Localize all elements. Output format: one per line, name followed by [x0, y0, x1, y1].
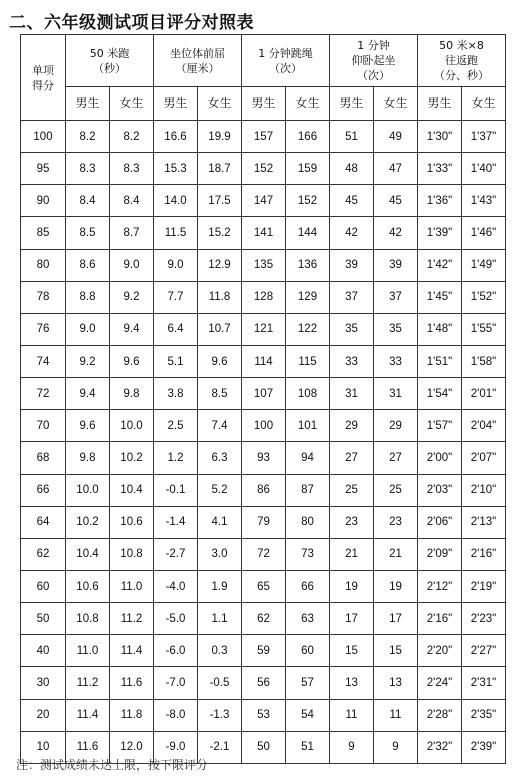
table-row	[21, 699, 506, 731]
value-cell: 10.0	[110, 410, 154, 442]
group-header-label: 坐位体前屈 （厘米）	[170, 46, 225, 75]
value-cell: -7.0	[154, 667, 198, 699]
value-cell: 11	[374, 699, 418, 731]
value-cell: 129	[286, 281, 330, 313]
value-cell: 8.8	[66, 281, 110, 313]
value-cell: 11.5	[154, 217, 198, 249]
value-cell: 2'16"	[418, 603, 462, 635]
value-cell: 147	[242, 185, 286, 217]
value-cell: 9.6	[110, 345, 154, 377]
score-cell: 72	[21, 378, 66, 410]
value-cell: 10.4	[66, 538, 110, 570]
table-row	[21, 345, 506, 377]
score-header-label: 单项 得分	[32, 63, 54, 92]
value-cell: 108	[286, 378, 330, 410]
value-cell: 1'52"	[462, 281, 506, 313]
value-cell: 8.6	[66, 249, 110, 281]
table-row	[21, 313, 506, 345]
value-cell: 45	[330, 185, 374, 217]
value-cell: 1'48"	[418, 313, 462, 345]
value-cell: 51	[286, 731, 330, 763]
value-cell: 1'40"	[462, 153, 506, 185]
value-cell: 2'39"	[462, 731, 506, 763]
value-cell: 1.1	[198, 603, 242, 635]
value-cell: 11.8	[110, 699, 154, 731]
score-cell: 100	[21, 121, 66, 153]
table-row	[21, 121, 506, 153]
value-cell: 1'30"	[418, 121, 462, 153]
value-cell: 23	[374, 506, 418, 538]
value-cell: 3.8	[154, 378, 198, 410]
group-header-shuttle-run	[418, 35, 506, 87]
value-cell: 53	[242, 699, 286, 731]
value-cell: 9	[374, 731, 418, 763]
value-cell: 10.2	[66, 506, 110, 538]
score-cell: 80	[21, 249, 66, 281]
value-cell: 11.2	[66, 667, 110, 699]
value-cell: 9.6	[66, 410, 110, 442]
value-cell: 2'04"	[462, 410, 506, 442]
table-row	[21, 506, 506, 538]
score-cell: 30	[21, 667, 66, 699]
value-cell: 94	[286, 442, 330, 474]
value-cell: 2'32"	[418, 731, 462, 763]
female-header: 女生	[110, 87, 154, 121]
value-cell: 33	[330, 345, 374, 377]
value-cell: 1'58"	[462, 345, 506, 377]
value-cell: 12.0	[110, 731, 154, 763]
value-cell: -0.5	[198, 667, 242, 699]
score-cell: 95	[21, 153, 66, 185]
value-cell: 59	[242, 635, 286, 667]
group-header-50m-run	[66, 35, 154, 87]
value-cell: 7.4	[198, 410, 242, 442]
value-cell: 144	[286, 217, 330, 249]
value-cell: 10.6	[110, 506, 154, 538]
value-cell: 8.2	[66, 121, 110, 153]
group-header-sit-ups	[330, 35, 418, 87]
value-cell: -0.1	[154, 474, 198, 506]
value-cell: 4.1	[198, 506, 242, 538]
value-cell: 93	[242, 442, 286, 474]
value-cell: 9.4	[66, 378, 110, 410]
value-cell: 1'57"	[418, 410, 462, 442]
value-cell: 2'12"	[418, 570, 462, 602]
value-cell: 13	[374, 667, 418, 699]
group-header-label: 1 分钟跳绳 （次）	[258, 46, 313, 75]
value-cell: -9.0	[154, 731, 198, 763]
value-cell: 2'09"	[418, 538, 462, 570]
value-cell: 80	[286, 506, 330, 538]
value-cell: 21	[330, 538, 374, 570]
value-cell: 9.2	[110, 281, 154, 313]
value-cell: 9	[330, 731, 374, 763]
value-cell: 2'24"	[418, 667, 462, 699]
value-cell: 11.6	[66, 731, 110, 763]
table-row	[21, 281, 506, 313]
value-cell: 11.2	[110, 603, 154, 635]
male-header: 男生	[154, 87, 198, 121]
value-cell: -4.0	[154, 570, 198, 602]
female-header: 女生	[374, 87, 418, 121]
value-cell: 114	[242, 345, 286, 377]
group-header-sit-and-reach	[154, 35, 242, 87]
group-header-label: 1 分钟 仰卧起坐 （次）	[351, 39, 396, 82]
value-cell: 9.0	[154, 249, 198, 281]
value-cell: 2'27"	[462, 635, 506, 667]
value-cell: 87	[286, 474, 330, 506]
score-cell: 74	[21, 345, 66, 377]
value-cell: 11.0	[66, 635, 110, 667]
value-cell: 29	[330, 410, 374, 442]
value-cell: 10.6	[66, 570, 110, 602]
table-row	[21, 538, 506, 570]
value-cell: 2'03"	[418, 474, 462, 506]
value-cell: -5.0	[154, 603, 198, 635]
value-cell: 10.2	[110, 442, 154, 474]
value-cell: 33	[374, 345, 418, 377]
value-cell: 62	[242, 603, 286, 635]
value-cell: 10.8	[66, 603, 110, 635]
score-table-container	[20, 34, 506, 764]
value-cell: 10.4	[110, 474, 154, 506]
score-cell: 10	[21, 731, 66, 763]
value-cell: 1'37"	[462, 121, 506, 153]
value-cell: 122	[286, 313, 330, 345]
value-cell: 121	[242, 313, 286, 345]
value-cell: 2'13"	[462, 506, 506, 538]
value-cell: 2'20"	[418, 635, 462, 667]
value-cell: 101	[286, 410, 330, 442]
value-cell: 27	[330, 442, 374, 474]
value-cell: 17.5	[198, 185, 242, 217]
value-cell: 11.0	[110, 570, 154, 602]
score-cell: 85	[21, 217, 66, 249]
value-cell: 63	[286, 603, 330, 635]
value-cell: 37	[330, 281, 374, 313]
score-cell: 90	[21, 185, 66, 217]
value-cell: 1'51"	[418, 345, 462, 377]
value-cell: 19.9	[198, 121, 242, 153]
value-cell: 15	[330, 635, 374, 667]
table-row	[21, 570, 506, 602]
value-cell: 2'01"	[462, 378, 506, 410]
value-cell: 157	[242, 121, 286, 153]
value-cell: 0.3	[198, 635, 242, 667]
value-cell: 3.0	[198, 538, 242, 570]
value-cell: 15.3	[154, 153, 198, 185]
value-cell: 100	[242, 410, 286, 442]
value-cell: 37	[374, 281, 418, 313]
value-cell: 2'06"	[418, 506, 462, 538]
value-cell: 9.0	[66, 313, 110, 345]
value-cell: 27	[374, 442, 418, 474]
value-cell: 11.4	[66, 699, 110, 731]
table-body	[21, 121, 506, 764]
table-row	[21, 185, 506, 217]
value-cell: 13	[330, 667, 374, 699]
value-cell: 11.4	[110, 635, 154, 667]
value-cell: 14.0	[154, 185, 198, 217]
value-cell: 42	[374, 217, 418, 249]
value-cell: 21	[374, 538, 418, 570]
score-cell: 68	[21, 442, 66, 474]
table-row	[21, 667, 506, 699]
table-row	[21, 474, 506, 506]
value-cell: 23	[330, 506, 374, 538]
value-cell: 1'55"	[462, 313, 506, 345]
table-row	[21, 603, 506, 635]
value-cell: 136	[286, 249, 330, 281]
value-cell: 2'19"	[462, 570, 506, 602]
male-header: 男生	[66, 87, 110, 121]
score-table	[20, 34, 506, 764]
value-cell: 29	[374, 410, 418, 442]
value-cell: 2'23"	[462, 603, 506, 635]
female-header: 女生	[198, 87, 242, 121]
value-cell: 8.2	[110, 121, 154, 153]
value-cell: 1'39"	[418, 217, 462, 249]
value-cell: -1.3	[198, 699, 242, 731]
value-cell: 1.2	[154, 442, 198, 474]
gender-header-row	[21, 87, 506, 121]
value-cell: 8.3	[66, 153, 110, 185]
value-cell: 8.4	[110, 185, 154, 217]
value-cell: 8.5	[198, 378, 242, 410]
value-cell: 25	[374, 474, 418, 506]
score-cell: 50	[21, 603, 66, 635]
value-cell: 10.8	[110, 538, 154, 570]
value-cell: 10.0	[66, 474, 110, 506]
value-cell: 17	[330, 603, 374, 635]
table-row	[21, 249, 506, 281]
value-cell: 86	[242, 474, 286, 506]
value-cell: 15	[374, 635, 418, 667]
value-cell: -1.4	[154, 506, 198, 538]
male-header: 男生	[418, 87, 462, 121]
value-cell: 2.5	[154, 410, 198, 442]
value-cell: 1'42"	[418, 249, 462, 281]
value-cell: 35	[374, 313, 418, 345]
value-cell: 9.4	[110, 313, 154, 345]
score-cell: 62	[21, 538, 66, 570]
value-cell: 11.6	[110, 667, 154, 699]
value-cell: 159	[286, 153, 330, 185]
value-cell: 57	[286, 667, 330, 699]
value-cell: 1.9	[198, 570, 242, 602]
value-cell: 9.6	[198, 345, 242, 377]
value-cell: 50	[242, 731, 286, 763]
value-cell: 152	[286, 185, 330, 217]
value-cell: 2'35"	[462, 699, 506, 731]
value-cell: 31	[330, 378, 374, 410]
value-cell: 42	[330, 217, 374, 249]
value-cell: 48	[330, 153, 374, 185]
value-cell: 56	[242, 667, 286, 699]
value-cell: 10.7	[198, 313, 242, 345]
value-cell: 19	[330, 570, 374, 602]
value-cell: 2'16"	[462, 538, 506, 570]
value-cell: 2'10"	[462, 474, 506, 506]
value-cell: 39	[374, 249, 418, 281]
value-cell: 11	[330, 699, 374, 731]
value-cell: -8.0	[154, 699, 198, 731]
table-row	[21, 410, 506, 442]
value-cell: 25	[330, 474, 374, 506]
score-cell: 66	[21, 474, 66, 506]
group-header-label: 50 米×8 往返跑 （分、秒）	[434, 39, 489, 82]
value-cell: 47	[374, 153, 418, 185]
value-cell: 5.2	[198, 474, 242, 506]
value-cell: 2'31"	[462, 667, 506, 699]
value-cell: -6.0	[154, 635, 198, 667]
value-cell: -2.7	[154, 538, 198, 570]
value-cell: 31	[374, 378, 418, 410]
score-cell: 64	[21, 506, 66, 538]
value-cell: 54	[286, 699, 330, 731]
group-header-label: 50 米跑 （秒）	[89, 46, 130, 75]
value-cell: 9.2	[66, 345, 110, 377]
value-cell: 128	[242, 281, 286, 313]
table-row	[21, 217, 506, 249]
value-cell: 9.8	[66, 442, 110, 474]
value-cell: 66	[286, 570, 330, 602]
score-cell: 76	[21, 313, 66, 345]
value-cell: 141	[242, 217, 286, 249]
value-cell: 35	[330, 313, 374, 345]
value-cell: 72	[242, 538, 286, 570]
group-header-rope-skipping	[242, 35, 330, 87]
value-cell: 1'36"	[418, 185, 462, 217]
value-cell: 9.8	[110, 378, 154, 410]
value-cell: 12.9	[198, 249, 242, 281]
value-cell: 15.2	[198, 217, 242, 249]
male-header: 男生	[330, 87, 374, 121]
value-cell: 7.7	[154, 281, 198, 313]
value-cell: 73	[286, 538, 330, 570]
value-cell: 135	[242, 249, 286, 281]
table-row	[21, 635, 506, 667]
value-cell: 8.7	[110, 217, 154, 249]
footnote: 注：测试成绩未达上限，按下限评分	[16, 758, 209, 772]
value-cell: 1'43"	[462, 185, 506, 217]
male-header: 男生	[242, 87, 286, 121]
value-cell: 39	[330, 249, 374, 281]
value-cell: 18.7	[198, 153, 242, 185]
value-cell: 16.6	[154, 121, 198, 153]
value-cell: 2'28"	[418, 699, 462, 731]
female-header: 女生	[286, 87, 330, 121]
value-cell: 1'33"	[418, 153, 462, 185]
value-cell: 79	[242, 506, 286, 538]
score-cell: 20	[21, 699, 66, 731]
value-cell: 1'49"	[462, 249, 506, 281]
value-cell: 1'46"	[462, 217, 506, 249]
value-cell: -2.1	[198, 731, 242, 763]
value-cell: 9.0	[110, 249, 154, 281]
value-cell: 49	[374, 121, 418, 153]
table-row	[21, 442, 506, 474]
value-cell: 115	[286, 345, 330, 377]
value-cell: 5.1	[154, 345, 198, 377]
value-cell: 8.5	[66, 217, 110, 249]
score-cell: 40	[21, 635, 66, 667]
page-title: 二、六年级测试项目评分对照表	[9, 13, 254, 33]
value-cell: 2'00"	[418, 442, 462, 474]
value-cell: 166	[286, 121, 330, 153]
value-cell: 6.4	[154, 313, 198, 345]
value-cell: 17	[374, 603, 418, 635]
value-cell: 11.8	[198, 281, 242, 313]
value-cell: 152	[242, 153, 286, 185]
value-cell: 1'45"	[418, 281, 462, 313]
value-cell: 8.3	[110, 153, 154, 185]
value-cell: 2'07"	[462, 442, 506, 474]
value-cell: 107	[242, 378, 286, 410]
value-cell: 8.4	[66, 185, 110, 217]
score-header	[21, 35, 66, 121]
value-cell: 6.3	[198, 442, 242, 474]
score-cell: 70	[21, 410, 66, 442]
table-row	[21, 378, 506, 410]
score-cell: 60	[21, 570, 66, 602]
female-header: 女生	[462, 87, 506, 121]
value-cell: 1'54"	[418, 378, 462, 410]
score-cell: 78	[21, 281, 66, 313]
value-cell: 65	[242, 570, 286, 602]
value-cell: 19	[374, 570, 418, 602]
value-cell: 45	[374, 185, 418, 217]
table-row	[21, 153, 506, 185]
value-cell: 51	[330, 121, 374, 153]
value-cell: 60	[286, 635, 330, 667]
